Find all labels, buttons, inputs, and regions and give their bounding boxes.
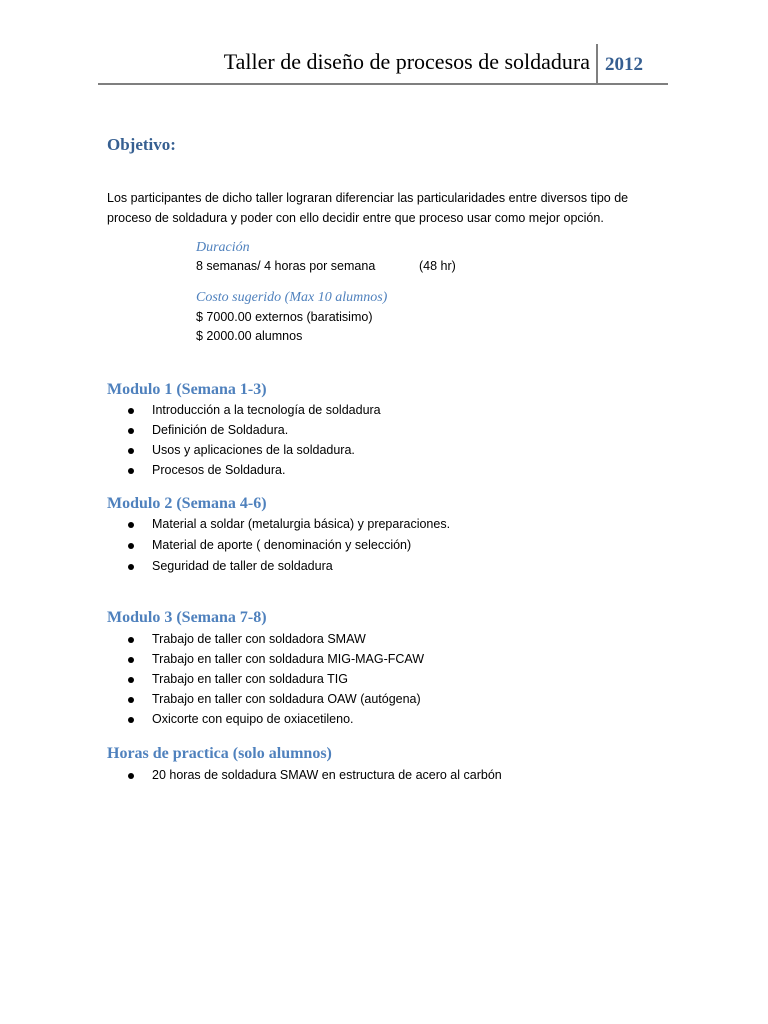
duration-hours: (48 hr) bbox=[419, 259, 456, 273]
practice-heading: Horas de practica (solo alumnos) bbox=[107, 745, 332, 762]
header-underline bbox=[98, 83, 668, 85]
bullet-icon bbox=[128, 657, 134, 663]
list-item-text: Trabajo en taller con soldadura MIG-MAG-FCAW bbox=[152, 652, 425, 666]
bullet-icon bbox=[128, 637, 134, 643]
cost-students: $ 2000.00 alumnos bbox=[196, 329, 303, 343]
module-heading: Modulo 1 (Semana 1-3) bbox=[107, 381, 267, 398]
duration-label: Duración bbox=[196, 240, 250, 255]
list-item-text: Trabajo de taller con soldadora SMAW bbox=[152, 632, 366, 646]
bullet-icon bbox=[128, 717, 134, 723]
module-heading: Modulo 3 (Semana 7-8) bbox=[107, 609, 267, 626]
list-item-text: Trabajo en taller con soldadura OAW (autógena) bbox=[152, 692, 421, 706]
bullet-icon bbox=[128, 408, 134, 414]
list-item-text: Usos y aplicaciones de la soldadura. bbox=[152, 443, 355, 457]
duration-value: 8 semanas/ 4 horas por semana bbox=[196, 259, 376, 273]
bullet-icon bbox=[128, 677, 134, 683]
list-item-text: Definición de Soldadura. bbox=[152, 423, 289, 437]
module-heading: Modulo 2 (Semana 4-6) bbox=[107, 495, 267, 512]
bullet-icon bbox=[128, 543, 134, 549]
document-title: Taller de diseño de procesos de soldadura bbox=[223, 49, 590, 74]
list-item-text: Trabajo en taller con soldadura TIG bbox=[152, 672, 348, 686]
list-item-text: Procesos de Soldadura. bbox=[152, 463, 286, 477]
objective-heading: Objetivo: bbox=[107, 135, 176, 154]
list-item-text: Material a soldar (metalurgia básica) y preparaciones. bbox=[152, 517, 451, 531]
bullet-icon bbox=[128, 522, 134, 528]
bullet-icon bbox=[128, 697, 134, 703]
objective-line: Los participantes de dicho taller lograran diferenciar las particularidades entre diversos tipo de bbox=[107, 191, 629, 205]
bullet-icon bbox=[128, 448, 134, 454]
objective-paragraph bbox=[107, 188, 647, 228]
cost-external: $ 7000.00 externos (baratisimo) bbox=[196, 310, 373, 324]
document-year: 2012 bbox=[605, 54, 643, 75]
list-item-text: 20 horas de soldadura SMAW en estructura de acero al carbón bbox=[152, 768, 502, 782]
cost-label: Costo sugerido (Max 10 alumnos) bbox=[196, 290, 388, 305]
list-item-text: Introducción a la tecnología de soldadura bbox=[152, 403, 381, 417]
bullet-icon bbox=[128, 564, 134, 570]
list-item-text: Seguridad de taller de soldadura bbox=[152, 559, 333, 573]
header-divider bbox=[596, 44, 598, 85]
objective-line: proceso de soldadura y poder con ello decidir entre que proceso usar como mejor opción. bbox=[107, 211, 604, 225]
bullet-icon bbox=[128, 468, 134, 474]
list-item-text: Material de aporte ( denominación y selección) bbox=[152, 538, 412, 552]
bullet-icon bbox=[128, 428, 134, 434]
bullet-icon bbox=[128, 773, 134, 779]
list-item-text: Oxicorte con equipo de oxiacetileno. bbox=[152, 712, 354, 726]
